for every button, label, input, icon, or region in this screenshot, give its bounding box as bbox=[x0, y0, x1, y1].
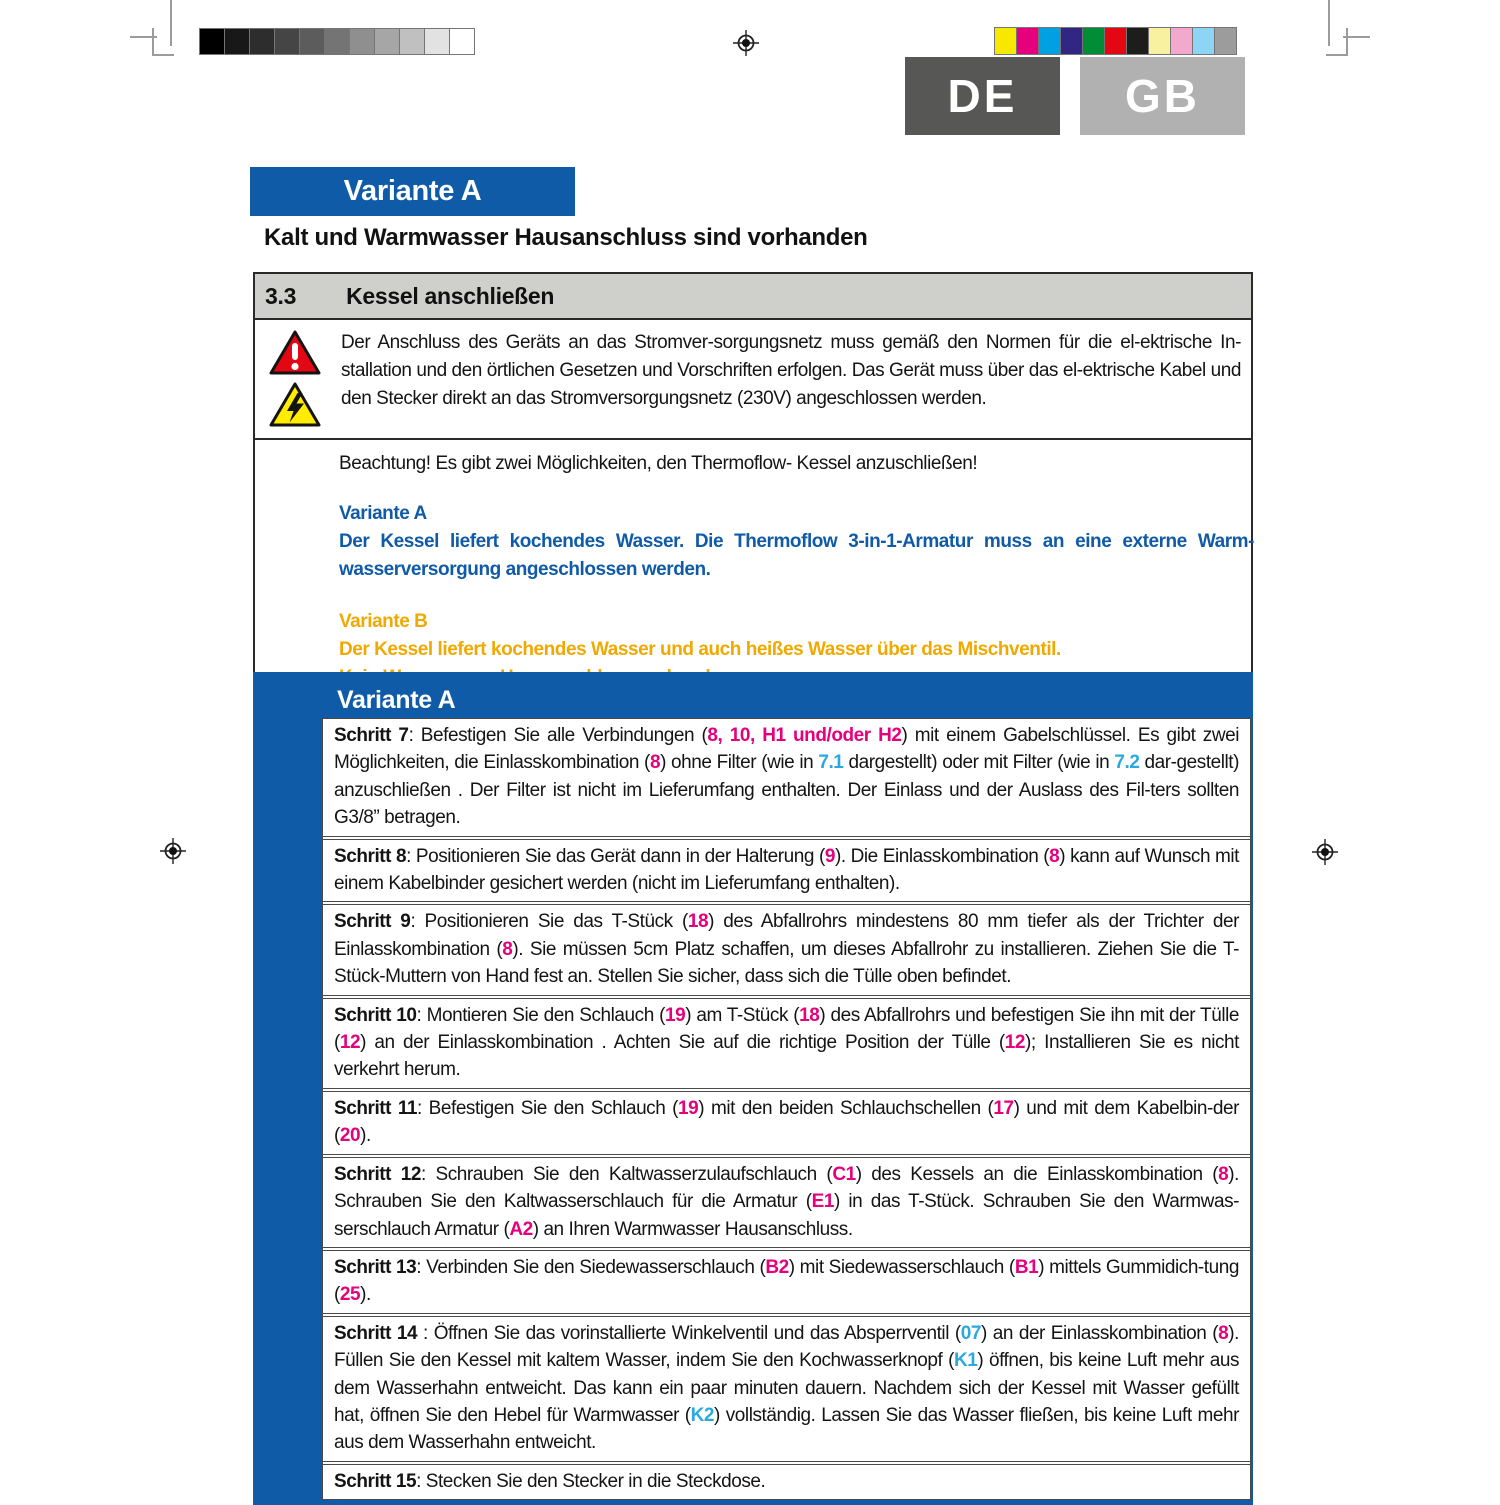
color-swatch bbox=[324, 28, 350, 55]
color-swatch bbox=[1170, 27, 1193, 55]
variant-a-section bbox=[253, 672, 1253, 1505]
step-row-15 bbox=[322, 1464, 1251, 1500]
note-row bbox=[255, 438, 1254, 706]
color-swatch bbox=[224, 28, 250, 55]
step-row-13 bbox=[322, 1250, 1251, 1314]
color-swatch bbox=[349, 28, 375, 55]
step-text: Schritt 8: Positionieren Sie das Gerät dann in der Halterung (9). Die Einlasskombination (8) kann auf Wunsch mit einem Kabelbinder gesichert werden (nicht im Lieferumfang enthalten). bbox=[334, 845, 1239, 895]
color-swatch bbox=[274, 28, 300, 55]
steps-list bbox=[322, 718, 1251, 1500]
step-text: Schritt 14 : Öffnen Sie das vorinstallierte Winkelventil und das Absperrventil (07) an der Einlasskombination (8). Füllen Sie den Kessel mit kaltem Wasser, indem Sie den Kochwasserknopf (K1) öffnen, bis keine Luft mehr aus dem Wasserhahn entweicht. Das kann ein paar minuten dauern. Nachdem sich der Kessel mit Wasser gefüllt hat, öffnen Sie den Hebel für Warmwasser (K2) vollständig. Lassen Sie das Wasser fließen, bis keine Luft mehr aus dem Wasserhahn entweicht. bbox=[334, 1322, 1240, 1454]
step-text: Schritt 9: Positionieren Sie das T-Stück (18) des Abfallrohrs mindestens 80 mm tiefer als der Trichter der Einlasskombination (8). Sie müssen 5cm Platz schaffen, um dieses Abfallrohr zu installieren. Ziehen Sie die T-Stück-Muttern von Hand fest an. Stellen Sie sicher, dass sich die Tülle oben befindet. bbox=[334, 911, 1239, 988]
color-swatch bbox=[1148, 27, 1171, 55]
note-intro: Beachtung! Es gibt zwei Möglichkeiten, den Thermoflow- Kessel anzuschließen! bbox=[339, 453, 978, 474]
cmyk-calibration-bar bbox=[995, 27, 1237, 55]
crop-mark bbox=[152, 28, 174, 56]
step-text: Schritt 13: Verbinden Sie den Siedewasserschlauch (B2) mit Siedewasserschlauch (B1) mittels Gummidich-tung (25). bbox=[334, 1256, 1239, 1306]
variant-a-note-body: Der Kessel liefert kochendes Wasser. Die Thermoflow 3-in-1-Armatur muss an eine externe Warm-wasserversorgung angeschlossen werden. bbox=[339, 531, 1254, 580]
section-number: 3.3 bbox=[265, 282, 297, 309]
variant-b-note-line1: Der Kessel liefert kochendes Wasser und auch heißes Wasser über das Mischventil. bbox=[339, 639, 1061, 660]
color-swatch bbox=[399, 28, 425, 55]
variant-a-badge: Variante A bbox=[250, 167, 575, 216]
warning-icons bbox=[263, 329, 327, 429]
section-table bbox=[253, 272, 1253, 708]
variant-b-note-title: Variante B bbox=[339, 611, 428, 632]
step-text: Schritt 12: Schrauben Sie den Kaltwasserzulaufschlauch (C1) des Kessels an die Einlasskombination (8). Schrauben Sie den Kaltwasserschlauch für die Armatur (E1) in das T-Stück. Schrauben Sie den Warmwas-serschlauch Armatur (A2) an Ihren Warmwasser Hausanschluss. bbox=[334, 1163, 1239, 1240]
exclamation-triangle-icon bbox=[268, 329, 322, 377]
page-subtitle: Kalt und Warmwasser Hausanschluss sind vorhanden bbox=[264, 224, 868, 251]
color-swatch bbox=[1214, 27, 1237, 55]
registration-target-icon bbox=[733, 30, 759, 56]
section-title: Kessel anschließen bbox=[346, 282, 555, 309]
color-swatch bbox=[994, 27, 1017, 55]
warning-text: Der Anschluss des Geräts an das Stromver-sorgungsnetz muss gemäß den Normen für die el-ektrische In-stallation und den örtlichen Gesetzen und Vorschriften erfolgen. Das Gerät muss über das el-ektrische Kabel und den Stecker direkt an das Stromversorgungsnetz (230V) angeschlossen werden. bbox=[341, 332, 1241, 409]
crop-mark bbox=[1326, 28, 1348, 56]
step-row-12 bbox=[322, 1157, 1251, 1248]
section-header-row bbox=[255, 274, 1251, 318]
step-row-8 bbox=[322, 839, 1251, 903]
step-row-14 bbox=[322, 1316, 1251, 1462]
registration-target-icon bbox=[160, 838, 186, 864]
color-swatch bbox=[249, 28, 275, 55]
language-tab-de[interactable] bbox=[905, 57, 1060, 135]
color-swatch bbox=[1192, 27, 1215, 55]
step-text: Schritt 15: Stecken Sie den Stecker in die Steckdose. bbox=[334, 1470, 766, 1492]
color-swatch bbox=[1104, 27, 1127, 55]
language-tab-gb-label: GB bbox=[1125, 70, 1200, 122]
color-swatch bbox=[1082, 27, 1105, 55]
color-swatch bbox=[1060, 27, 1083, 55]
color-swatch bbox=[449, 28, 475, 55]
grayscale-calibration-bar bbox=[200, 28, 475, 55]
language-tab-gb[interactable] bbox=[1080, 57, 1245, 135]
step-row-11 bbox=[322, 1091, 1251, 1155]
variant-a-section-title: Variante A bbox=[337, 685, 456, 714]
variant-a-note-title: Variante A bbox=[339, 503, 427, 524]
color-swatch bbox=[1016, 27, 1039, 55]
color-swatch bbox=[1126, 27, 1149, 55]
step-row-9 bbox=[322, 904, 1251, 995]
color-swatch bbox=[299, 28, 325, 55]
color-swatch bbox=[1038, 27, 1061, 55]
color-swatch bbox=[424, 28, 450, 55]
step-row-7 bbox=[322, 718, 1251, 837]
step-text: Schritt 10: Montieren Sie den Schlauch (19) am T-Stück (18) des Abfallrohrs und befestigen Sie ihn mit der Tülle (12) an der Einlasskombination . Achten Sie auf die richtige Position der Tülle (12); Installieren Sie es nicht verkehrt herum. bbox=[334, 1004, 1239, 1081]
color-swatch bbox=[199, 28, 225, 55]
registration-target-icon bbox=[1312, 839, 1338, 865]
color-swatch bbox=[374, 28, 400, 55]
step-text: Schritt 7: Befestigen Sie alle Verbindungen (8, 10, H1 und/oder H2) mit einem Gabelschlüssel. Es gibt zwei Möglichkeiten, die Einlasskombination (8) ohne Filter (wie in 7.1 dargestellt) oder mit Filter (wie in 7.2 dar-gestellt) anzuschließen . Der Filter ist nicht im Lieferumfang enthalten. Der Einlass und der Auslass des Fil-ters sollten G3/8” betragen. bbox=[334, 725, 1240, 829]
warning-row bbox=[255, 318, 1251, 438]
high-voltage-triangle-icon bbox=[268, 381, 322, 429]
language-tab-de-label: DE bbox=[947, 70, 1018, 122]
step-row-10 bbox=[322, 998, 1251, 1089]
step-text: Schritt 11: Befestigen Sie den Schlauch (19) mit den beiden Schlauchschellen (17) und mit dem Kabelbin-der (20). bbox=[334, 1097, 1239, 1147]
